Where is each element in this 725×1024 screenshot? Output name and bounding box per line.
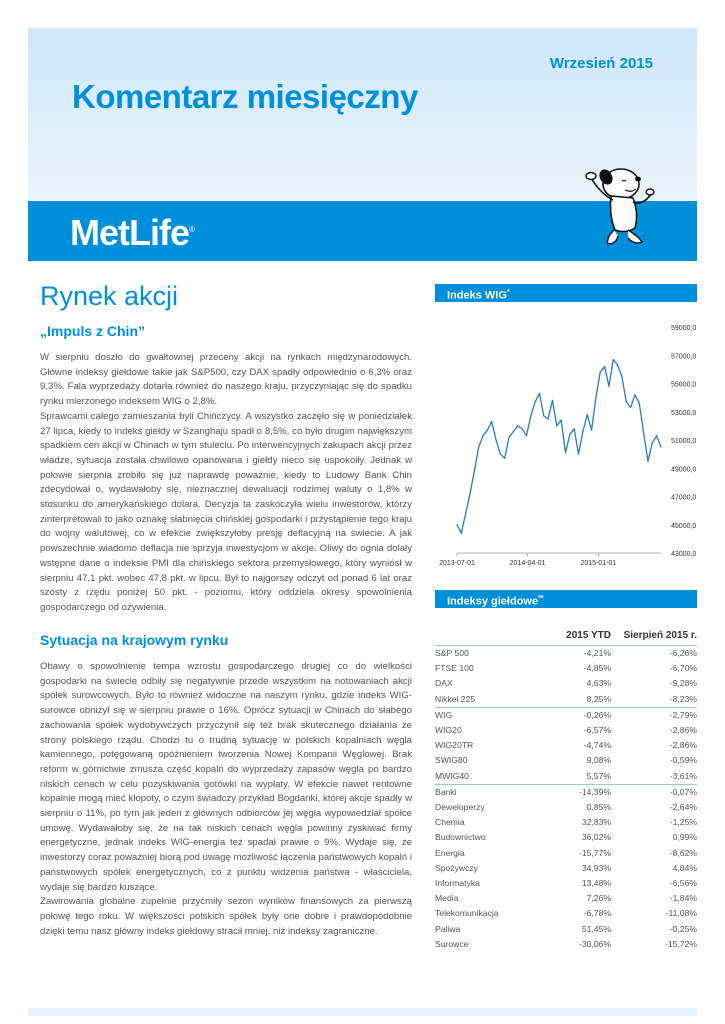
y-tick-label: 47000,0	[671, 494, 697, 502]
ytd-value: 34,93%	[581, 862, 611, 873]
table-row	[435, 753, 697, 768]
table-row	[435, 692, 697, 708]
august-value: -0,07%	[611, 784, 697, 800]
table-row	[435, 800, 697, 815]
table-row	[435, 891, 697, 906]
ytd-value: 5,57%	[586, 770, 611, 781]
august-value: -6,70%	[669, 663, 697, 674]
index-name: Banki	[435, 784, 531, 800]
subheading-impuls-z-chin: „Impuls z Chin”	[40, 323, 145, 339]
metlife-logo: MetLife®	[70, 212, 194, 253]
august-value: -9,28%	[669, 678, 697, 689]
table-row	[435, 876, 697, 891]
index-name: Surowce	[435, 938, 469, 949]
y-tick-label: 45000,0	[671, 522, 697, 530]
august-value: -1,84%	[669, 893, 697, 904]
ytd-value: 32,83%	[581, 817, 611, 828]
table-row	[435, 906, 697, 921]
ytd-value: -4,85%	[583, 663, 611, 674]
august-value: -2,64%	[669, 802, 697, 813]
table-row	[435, 861, 697, 876]
index-name: WIG	[435, 707, 531, 723]
index-name: Spożywczy	[435, 862, 478, 873]
august-value: -6,26%	[669, 648, 697, 658]
section-title: Rynek akcji	[40, 281, 179, 311]
x-tick-label: 2014-04-01	[509, 560, 546, 567]
august-value: -15,72%	[664, 938, 697, 949]
ytd-value: -30,06%	[578, 938, 611, 949]
index-name: SWIG80	[435, 755, 468, 766]
index-name: Telekomunikacja	[435, 908, 499, 919]
x-tick-label: 2013-07-01	[439, 560, 475, 567]
y-tick-label: 43000,0	[671, 551, 697, 558]
wig-series-line	[457, 360, 661, 534]
index-name: Paliwa	[435, 923, 461, 934]
august-value: -8,62%	[669, 847, 697, 858]
x-tick-label: 2015-01-01	[580, 560, 617, 567]
indices-table	[435, 628, 697, 952]
table-row	[435, 922, 697, 937]
august-value: 4,84%	[672, 862, 697, 873]
index-name: DAX	[435, 678, 453, 689]
article-text-2	[40, 660, 412, 939]
august-value: -8,23%	[669, 693, 697, 704]
table-row	[435, 815, 697, 830]
ytd-value: -15,77%	[578, 847, 611, 858]
table-row	[435, 846, 697, 861]
index-name: Informatyka	[435, 878, 480, 889]
chart-title-bar: Indeks WIG*	[435, 284, 697, 302]
ytd-value: -4,21%	[583, 648, 611, 658]
ytd-value: 4,63%	[586, 678, 611, 689]
paragraph: Sprawcami całego zamieszania byli Chińczycy. A wszystko zaczęło się w poniedziałek 27 lipca, kiedy to indeks giełdy w Szanghaju spadł o 8,5%, co było drugim największym spadkiem cen akcji w Chinach w tym stuleciu. Po interwencyjnych zakupach akcji przez władze, sytuacja została chwilowo opanowana i giełdy nieco się uspokoiły. Jednak w połowie sierpnia zrobiło się już naprawdę poważnie, kiedy to Ludowy Bank Chin zdecydował o, wydawałoby się, nieznacznej dewaluacji rodzimej waluty o 1,8% w stosunku do amerykańskiego dolara. Decyzja ta zaskoczyła wielu inwestorów, którzy zinterpretowali to jako oznakę słabnięcia chińskiej gospodarki i przystąpienie tego kraju do wojny walutowej, co w efekcie zwiększyłoby presję deflacyjną na świecie. A jak powszechnie wiadomo deflacja nie sprzyja inwestycjom w akcje. Oliwy do ognia dolały wstępne dane o indeksie PMI dla chińskiego sektora przemysłowego, który wyniósł w sierpniu 47,1 pkt. wobec 47,8 pkt. w lipcu. Był to najgorszy odczyt od ponad 6 lat oraz szósty z rzędu poniżej 50 pkt. - poziomu, który oddziela okresy spowolnienia gospodarczego od ożywienia.	[40, 410, 412, 613]
y-tick-label: 55000,0	[671, 381, 697, 389]
index-name: Chemia	[435, 817, 465, 828]
table-title-bar: Indeksy giełdowe**	[435, 590, 697, 608]
subheading-krajowy-rynek: Sytuacja na krajowym rynku	[40, 632, 229, 648]
table-row	[435, 676, 697, 691]
ytd-value: -6,57%	[583, 725, 611, 736]
august-value: 0,99%	[672, 832, 697, 843]
y-tick-label: 49000,0	[671, 466, 697, 474]
paragraph: Zawirowania globalne zupełnie przyćmiły sezon wyników finansowych za pierwszą połowę tego roku. W większości polskich spółek były one dobre i prawdopodobnie dzięki temu nasz główny indeks giełdowy stracił mniej, niż indeksy zagraniczne.	[40, 896, 412, 937]
ytd-value: 8,25%	[586, 693, 611, 704]
august-value: -0,59%	[669, 755, 697, 766]
table-row	[435, 661, 697, 676]
ytd-value: 0,85%	[586, 802, 611, 813]
index-name: WIG20	[435, 725, 462, 736]
y-tick-label: 51000,0	[671, 438, 697, 445]
ytd-value: -4,74%	[583, 740, 611, 751]
august-value: -11,08%	[665, 908, 697, 919]
august-value: -3,61%	[669, 770, 697, 781]
article-text-1	[40, 351, 412, 616]
table-row	[435, 784, 697, 800]
table-row	[435, 738, 697, 753]
page-title: Komentarz miesięczny	[72, 78, 418, 115]
august-value: -6,56%	[669, 878, 697, 889]
ytd-value: 36,02%	[581, 832, 611, 843]
table-row	[435, 723, 697, 738]
y-tick-label: 57000,0	[671, 353, 697, 361]
column-header-ytd: 2015 YTD	[531, 628, 611, 646]
snoopy-illustration	[578, 152, 658, 252]
ytd-value: 51,45%	[581, 923, 611, 934]
ytd-value: -6,78%	[583, 908, 611, 919]
august-value: -2,79%	[611, 707, 697, 723]
index-name: MWIG40	[435, 770, 469, 781]
august-value: -1,25%	[669, 817, 697, 828]
index-name: Energia	[435, 847, 465, 858]
ytd-value: 9,08%	[586, 755, 611, 766]
ytd-value: -14,39%	[531, 784, 611, 800]
index-name: Deweloperzy	[435, 802, 485, 813]
column-header-august: Sierpień 2015 r.	[611, 628, 697, 646]
index-name: Media	[435, 893, 459, 904]
ytd-value: -0,26%	[531, 707, 611, 723]
ytd-value: 7,26%	[586, 893, 611, 904]
index-name: Budownictwo	[435, 832, 486, 843]
august-value: -2,86%	[669, 740, 697, 751]
table-row	[435, 830, 697, 845]
table-row	[435, 707, 697, 723]
table-row	[435, 769, 697, 785]
footer-band	[28, 1008, 697, 1016]
table-row	[435, 937, 697, 952]
index-name: WIG20TR	[435, 740, 474, 751]
august-value: -2,86%	[669, 725, 697, 736]
index-name: S&P 500	[435, 648, 469, 658]
paragraph: Obawy o spowolnienie tempa wzrostu gospodarczego drugiej co do wielkości gospodarki na świecie odbiły się negatywnie przede wszystkim na notowaniach akcji spółek surowcowych. Było to również widoczne na naszym rynku, gdzie indeks WIG-surowce obniżył się w sierpniu prawie o 16%. Oprócz sytuacji w Chinach do słabego zachowania spółek wydobywczych przyczynił się też brak skutecznego działania ze strony polskiego rządu. Chodzi tu o trudną sytuację w polskich kopalniach węgla kamiennego, potęgowaną opóźnieniem tworzenia Nowej Kompanii Węglowej. Brak reform w górnictwie zmusza część kopalń do wyprzedaży zapasów węgla po bardzo niskich cenach w celu pozyskiwania gotówki na wypłaty. W efekcie nawet rentowne kopalnie mogą mieć kłopoty, o czym świadczy przykład Bogdanki, której akcje spadły w sierpniu o 11%, po tym jak jeden z głównych odbiorców jej węgla wypowiedział spółce umowę. Wydawałoby się, że na tak niskich cenach węgla powinny zyskiwać firmy energetyczne, jednak indeks WIG-energia też spadał prawie o 9%. Wydaje się, że inwestorzy coraz poważniej biorą pod uwagę możliwość łączenia państwowych kopalń i państwowych spółek energetycznych, co z punktu widzenia państwa - właściciela, wydaje się bardzo kuszące.	[40, 661, 412, 893]
issue-date: Wrzesień 2015	[549, 55, 653, 72]
paragraph: W sierpniu doszło do gwałtownej przeceny akcji na rynkach międzynarodowych. Główne indeksy giełdowe takie jak S&P500, czy DAX spadły odpowiednio o 6,3% oraz 9,3%. Fala wyprzedaży dotarła również do naszego kraju, przyczyniając się do spadku rynku mierzonego indeksem WIG o 2,8%.	[40, 352, 412, 408]
august-value: -0,25%	[669, 923, 697, 934]
table-row	[435, 646, 697, 662]
index-name: Nikkei 225	[435, 693, 476, 704]
y-tick-label: 53000,0	[671, 409, 697, 417]
index-name: FTSE 100	[435, 663, 474, 674]
ytd-value: 13,48%	[581, 878, 611, 889]
y-tick-label: 59000,0	[671, 325, 697, 332]
wig-line-chart	[431, 317, 697, 572]
